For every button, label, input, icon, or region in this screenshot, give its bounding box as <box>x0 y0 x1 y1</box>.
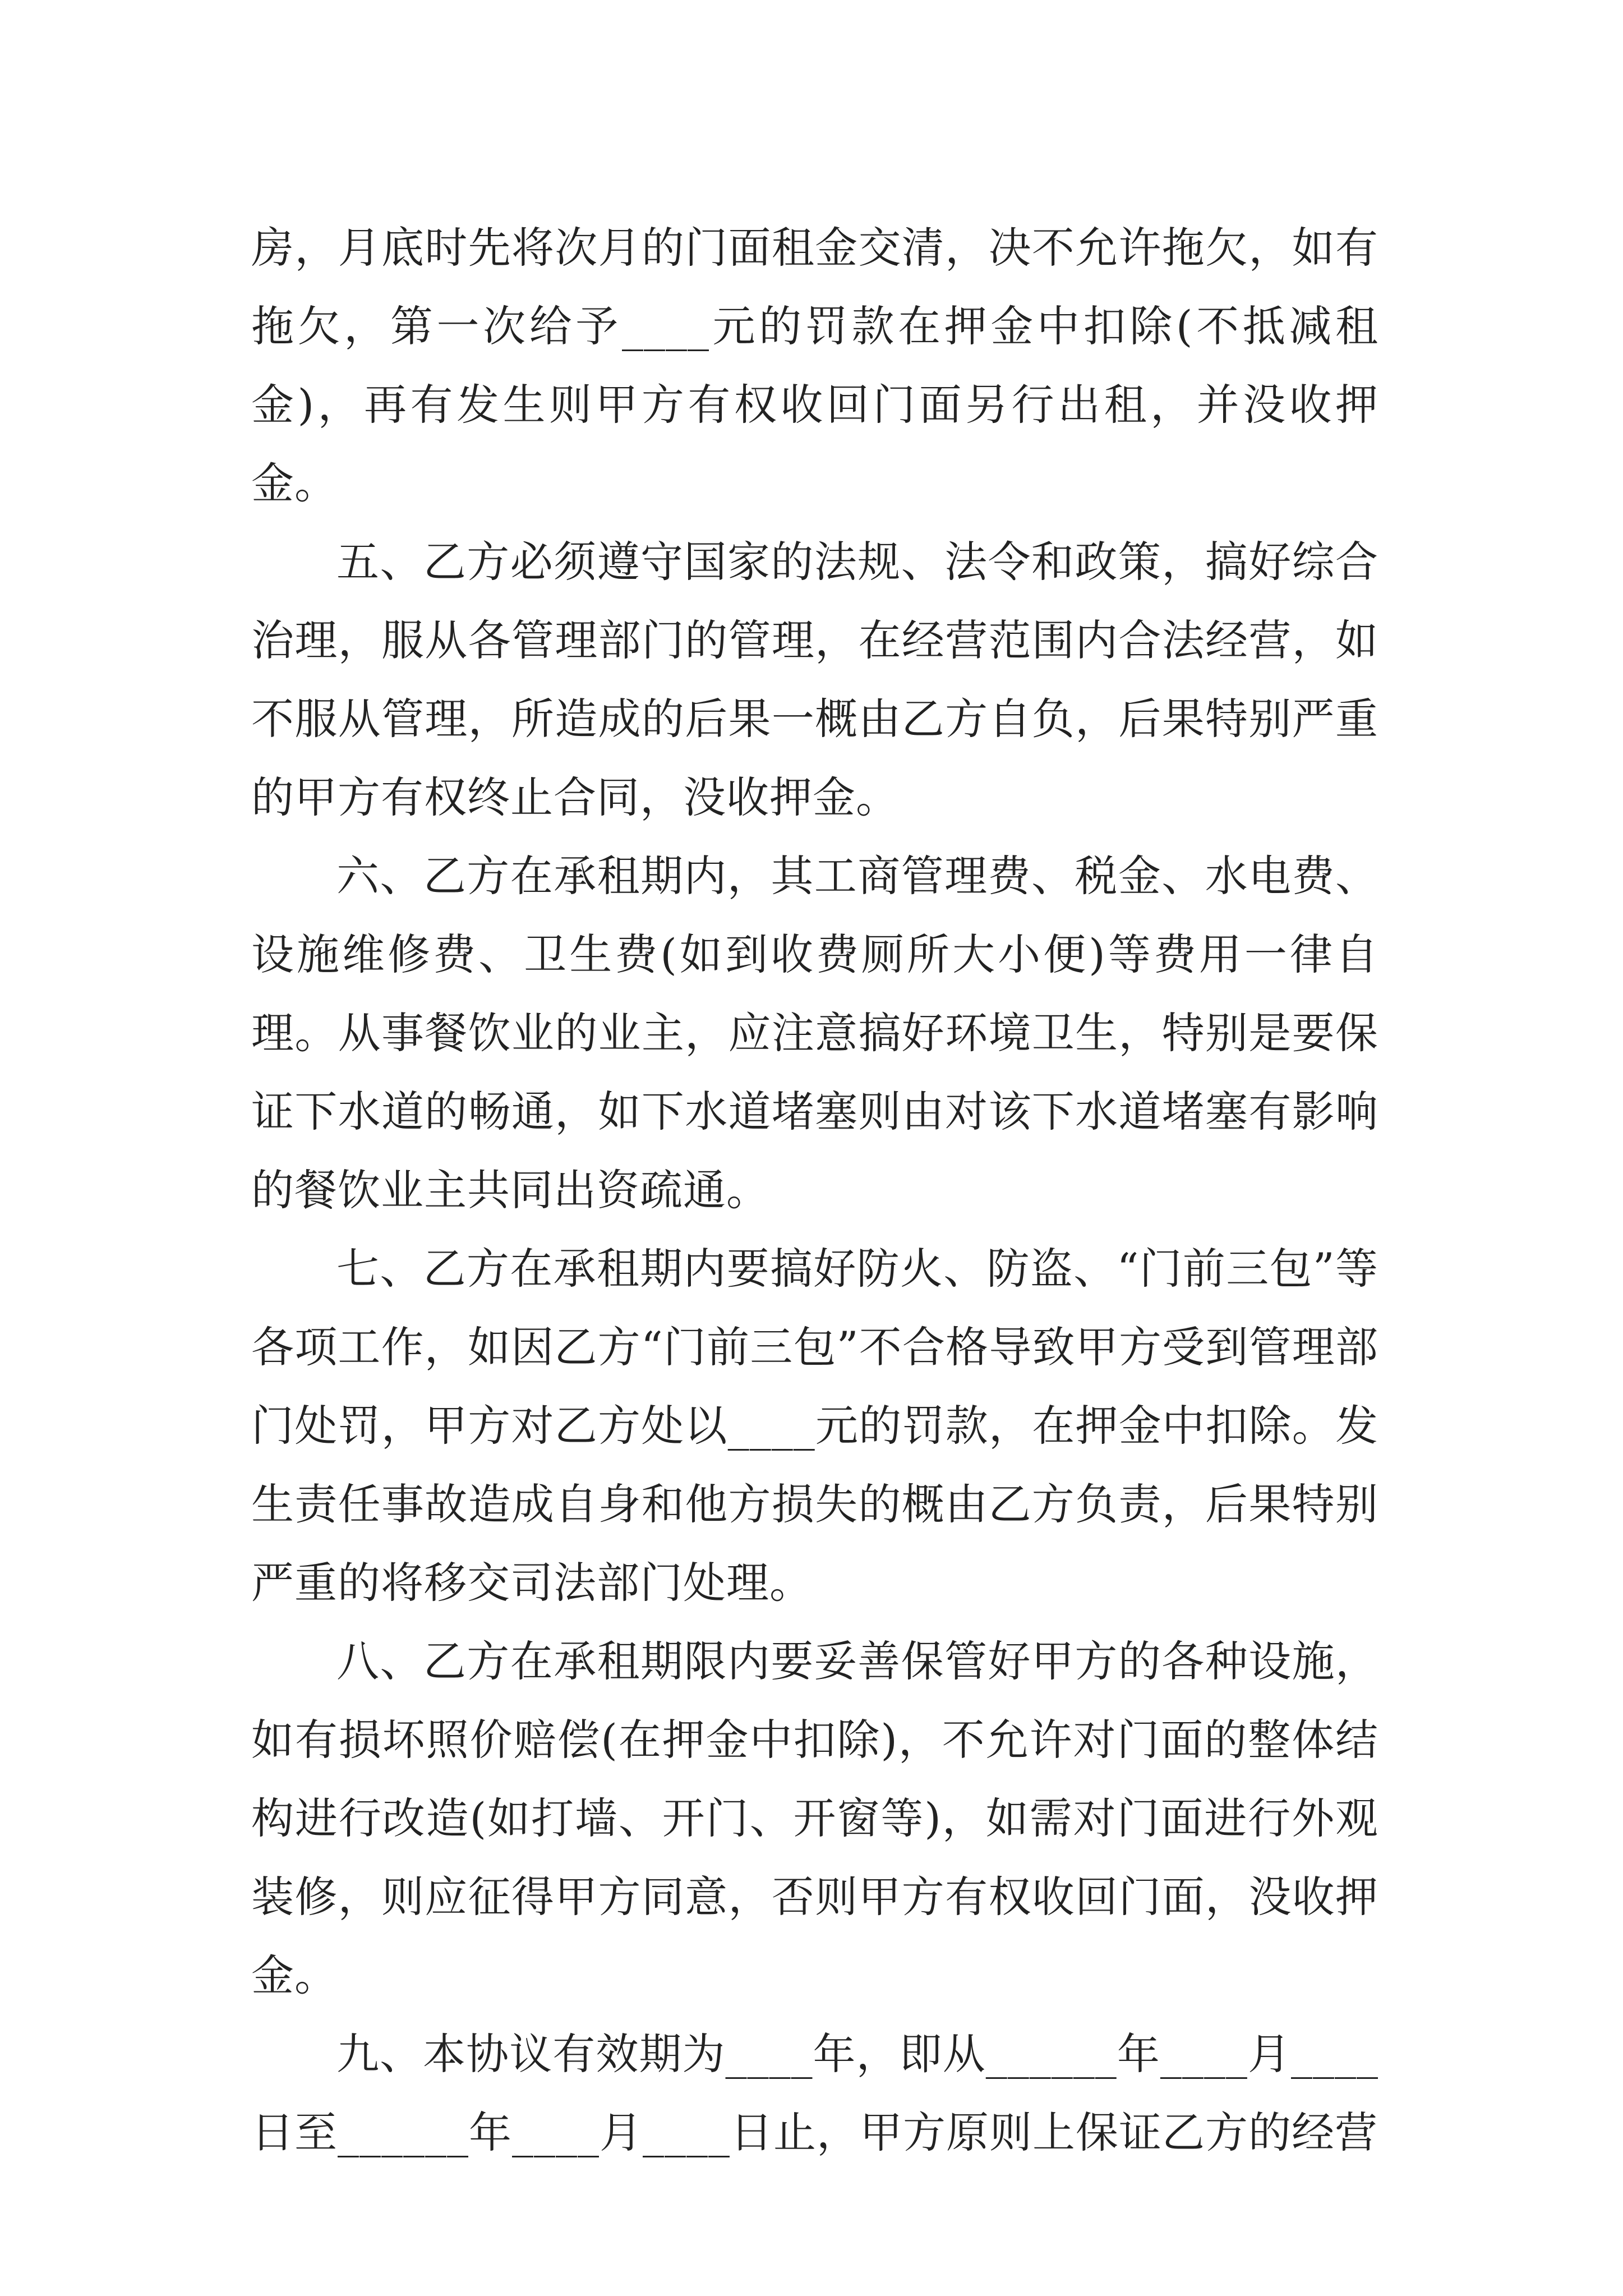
paragraph-clause-9: 九、本协议有效期为____年，即从______年____月____日至______年____月____日止，甲方原则上保证乙方的经营 <box>251 2029 1378 2157</box>
paragraph-clause-5: 五、乙方必须遵守国家的法规、法令和政策，搞好综合治理，服从各管理部门的管理，在经营范围内合法经营，如不服从管理，所造成的后果一概由乙方自负，后果特别严重的甲方有权终止合同，没收押金。 <box>251 537 1378 822</box>
paragraph-clause-6: 六、乙方在承租期内，其工商管理费、税金、水电费、设施维修费、卫生费(如到收费厕所大小便)等费用一律自理。从事餐饮业的业主，应注意搞好环境卫生，特别是要保证下水道的畅通，如下水道堵塞则由对该下水道堵塞有影响的餐饮业主共同出资疏通。 <box>251 851 1378 1215</box>
paragraph-clause-7: 七、乙方在承租期内要搞好防火、防盗、“门前三包”等各项工作，如因乙方“门前三包”不合格导致甲方受到管理部门处罚，甲方对乙方处以____元的罚款，在押金中扣除。发生责任事故造成自身和他方损失的概由乙方负责，后果特别严重的将移交司法部门处理。 <box>251 1244 1378 1608</box>
paragraph-clause-8: 八、乙方在承租期限内要妥善保管好甲方的各种设施，如有损坏照价赔偿(在押金中扣除)，不允许对门面的整体结构进行改造(如打墙、开门、开窗等)，如需对门面进行外观装修，则应征得甲方同意，否则甲方有权收回门面，没收押金。 <box>251 1636 1378 2000</box>
paragraph-clause-4-continued: 房，月底时先将次月的门面租金交清，决不允许拖欠，如有拖欠，第一次给予____元的罚款在押金中扣除(不抵减租金)，再有发生则甲方有权收回门面另行出租，并没收押金。 <box>251 223 1378 508</box>
document-body <box>251 209 1378 2172</box>
